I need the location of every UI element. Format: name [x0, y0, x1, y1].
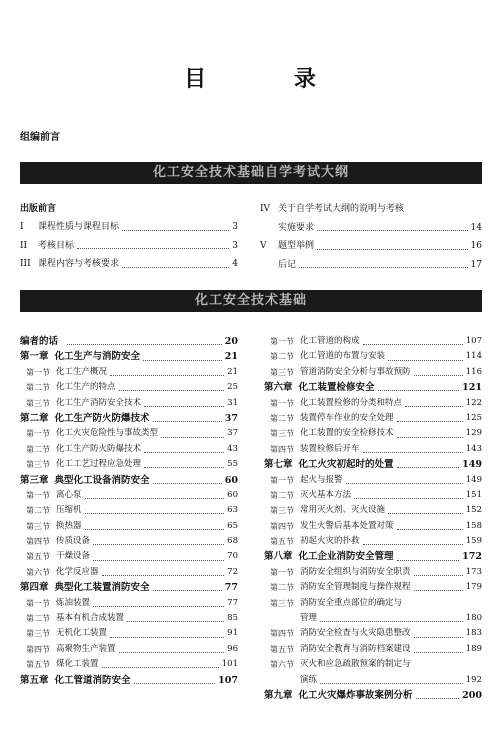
- dot-leader: [346, 483, 463, 484]
- entry-title: 化学反应器: [56, 566, 99, 577]
- dot-leader: [102, 575, 225, 576]
- entry-number: 第二节: [26, 444, 50, 454]
- page-number: 65: [227, 520, 238, 531]
- page-number: 72: [227, 566, 238, 577]
- dot-leader: [161, 437, 224, 438]
- section-entry[interactable]: [20, 396, 238, 411]
- toc-entry[interactable]: [20, 218, 238, 237]
- dot-leader: [110, 637, 224, 638]
- entry-number: 第三章: [20, 474, 49, 486]
- entry-number: 第一节: [270, 337, 294, 346]
- section-entry[interactable]: [264, 334, 482, 349]
- page-number: 21: [227, 366, 238, 377]
- entry-number: 第三节: [270, 429, 294, 439]
- dot-leader: [102, 667, 219, 668]
- dot-leader: [416, 698, 460, 699]
- entry-title: 课程性质与课程目标: [38, 222, 120, 232]
- page-number: 14: [470, 222, 482, 233]
- section-entry[interactable]: [264, 580, 482, 595]
- entry-title: 换热器: [56, 520, 82, 531]
- chapter-entry[interactable]: [20, 411, 238, 426]
- entry-number: 第二章: [20, 412, 49, 424]
- entry-title: 管理: [300, 613, 318, 624]
- dot-leader: [388, 360, 463, 361]
- entry-number: 第四节: [270, 521, 294, 531]
- page-number: 122: [465, 397, 482, 408]
- dot-leader: [153, 421, 222, 422]
- entry-number: 第四节: [26, 644, 50, 654]
- entry-number: 第五节: [26, 552, 50, 562]
- entry-number: 第三节: [26, 521, 50, 531]
- section-entry[interactable]: [20, 503, 238, 518]
- entry-number: 第三节: [270, 598, 294, 608]
- page-number: 60: [224, 474, 238, 486]
- entry-number: 第四节: [26, 537, 50, 547]
- entry-number: 第一节: [270, 567, 294, 577]
- section-entry[interactable]: [20, 380, 238, 395]
- page-number: 121: [462, 382, 482, 394]
- chapter-entry[interactable]: [20, 334, 238, 349]
- chapter-entry[interactable]: [264, 688, 482, 703]
- entry-number: 第六节: [26, 567, 50, 577]
- dot-leader: [414, 637, 463, 638]
- entry-title: 干燥设备: [56, 551, 91, 562]
- page-number: 101: [221, 659, 238, 670]
- dot-leader: [414, 590, 463, 591]
- entry-number: 第二节: [26, 506, 50, 516]
- page-number: 107: [465, 336, 482, 346]
- page-number: 20: [224, 336, 238, 347]
- entry-number: 第六章: [264, 382, 293, 394]
- section-entry[interactable]: [264, 473, 482, 488]
- entry-title: 管道消防安全分析与事故预防: [300, 366, 411, 377]
- section-entry[interactable]: [20, 642, 238, 657]
- entry-title: 高聚物生产装置: [56, 643, 116, 654]
- entry-title: 消防安全重点部位的确定与: [300, 597, 403, 608]
- entry-title: 化工装置检修的分类和特点: [300, 397, 403, 408]
- page-number: 3: [232, 240, 238, 251]
- page-number: 31: [227, 397, 238, 408]
- entry-title: 题型举例: [278, 241, 315, 251]
- dot-leader: [93, 606, 224, 607]
- dot-leader: [77, 248, 229, 249]
- section-entry[interactable]: [264, 503, 482, 518]
- dot-leader: [354, 498, 463, 499]
- entry-title: 化工生产与消防安全: [54, 351, 141, 363]
- dot-leader: [93, 560, 224, 561]
- toc-entry[interactable]: [260, 200, 482, 219]
- chapter-entry[interactable]: [264, 380, 482, 395]
- entry-number: 第一节: [26, 429, 50, 439]
- chapter-entry[interactable]: [20, 349, 238, 364]
- entry-title: 基本有机合成装置: [56, 613, 125, 624]
- dot-leader: [378, 390, 460, 391]
- toc-left-column: [20, 334, 238, 688]
- page-number: 158: [465, 520, 482, 531]
- entry-number: 第一节: [26, 490, 50, 500]
- entry-title: 消防安全管理制度与操作规程: [300, 582, 411, 593]
- dot-leader: [397, 529, 463, 530]
- entry-number: 第一节: [270, 398, 294, 408]
- entry-title: 典型化工装置消防安全: [54, 582, 150, 594]
- dot-leader: [397, 467, 460, 468]
- page-number: 192: [465, 674, 482, 685]
- entry-title: 离心泵: [56, 489, 82, 500]
- dot-leader: [414, 575, 463, 576]
- entry-title: 消防安全检查与火灾隐患整改: [300, 628, 411, 639]
- dot-leader: [414, 375, 463, 376]
- entry-title: 消防安全教育与消防档案建设: [300, 643, 411, 654]
- entry-title: 初起火灾的扑救: [300, 536, 360, 547]
- entry-number: 第三节: [26, 398, 50, 408]
- chapter-entry[interactable]: [264, 457, 482, 472]
- dot-leader: [119, 390, 225, 391]
- page-number: 173: [465, 566, 482, 577]
- dot-leader: [122, 267, 229, 268]
- entry-number: 第二节: [270, 352, 294, 362]
- entry-number: 第四节: [270, 444, 294, 454]
- entry-title: 演练: [300, 674, 318, 685]
- page-number: 114: [465, 351, 482, 362]
- page-number: 151: [465, 489, 482, 500]
- page-number: 107: [218, 674, 238, 686]
- entry-title: 发生火警后基本处置对策: [300, 520, 394, 531]
- entry-number: III: [20, 259, 31, 269]
- entry-title: 灭火和应急疏散预案的制定与: [300, 659, 411, 670]
- entry-title: 化工企业消防安全管理: [298, 551, 394, 563]
- page-number: 43: [227, 443, 238, 454]
- dot-leader: [85, 498, 225, 499]
- entry-title: 消防安全组织与消防安全职责: [300, 566, 411, 577]
- entry-title: 灭火基本方法: [300, 489, 352, 500]
- entry-number: 第三节: [270, 367, 294, 377]
- entry-number: 编者的话: [20, 336, 59, 347]
- entry-title: 关于自学考试大纲的说明与考核: [278, 204, 405, 214]
- entry-number: 第一节: [26, 598, 50, 608]
- entry-number: II: [20, 240, 28, 251]
- entry-number: 第二节: [270, 490, 294, 500]
- dot-leader: [127, 621, 224, 622]
- textbook-banner: 化工安全技术基础: [20, 290, 482, 312]
- section-entry[interactable]: [20, 596, 238, 611]
- entry-title: 化工生产的特点: [56, 382, 116, 393]
- section-entry[interactable]: [20, 534, 238, 549]
- page-number: 159: [465, 536, 482, 547]
- page-title: 目 录: [184, 66, 356, 92]
- page-number: 68: [227, 536, 238, 547]
- page-number: 172: [462, 551, 482, 563]
- entry-number: 第五节: [270, 537, 294, 547]
- entry-number: 第六节: [270, 660, 294, 670]
- page-number: 152: [465, 505, 482, 516]
- dot-leader: [143, 360, 222, 361]
- entry-number: V: [260, 241, 267, 251]
- entry-title: 传质设备: [56, 536, 91, 547]
- section-entry[interactable]: [264, 365, 482, 380]
- dot-leader: [317, 230, 468, 231]
- dot-leader: [153, 483, 222, 484]
- entry-title: 典型化工设备消防安全: [54, 474, 150, 486]
- entry-title: 实施要求: [278, 222, 315, 233]
- page-number: 16: [470, 241, 482, 251]
- dot-leader: [122, 230, 229, 231]
- section-entry[interactable]: [264, 349, 482, 364]
- dot-leader: [414, 652, 463, 653]
- page-number: 183: [465, 628, 482, 639]
- section-entry[interactable]: [20, 488, 238, 503]
- dot-leader: [93, 544, 224, 545]
- entry-title: 无机化工装置: [56, 628, 108, 639]
- page-number: 25: [227, 382, 238, 393]
- entry-title: 化工管道的布置与安装: [300, 351, 386, 362]
- page-number: 200: [462, 689, 482, 701]
- dot-leader: [397, 421, 463, 422]
- section-entry[interactable]: [264, 642, 482, 657]
- page-number: 37: [227, 428, 238, 439]
- entry-title: 课程内容与考核要求: [38, 259, 120, 269]
- entry-title: 化工火灾爆炸事故案例分析: [298, 689, 413, 701]
- page-number: 4: [232, 259, 238, 269]
- section-entry[interactable]: [264, 534, 482, 549]
- page-number: 77: [224, 582, 238, 594]
- entry-title: 化工管道的构成: [300, 336, 360, 346]
- page-number: 60: [227, 489, 238, 500]
- entry-number: 第二节: [270, 413, 294, 423]
- entry-title: 常用灭火剂、灭火设施: [300, 505, 386, 516]
- entry-title: 化工管道消防安全: [54, 674, 131, 686]
- section-entry[interactable]: [264, 488, 482, 503]
- section-entry[interactable]: [264, 411, 482, 426]
- page-number: 116: [465, 366, 482, 377]
- section-entry[interactable]: [264, 596, 482, 611]
- dot-leader: [134, 683, 216, 684]
- page-number: 125: [465, 412, 482, 423]
- page-number: 180: [465, 613, 482, 624]
- section-entry[interactable]: [264, 396, 482, 411]
- compile-preface-heading: 组编前言: [20, 132, 60, 143]
- dot-leader: [388, 513, 463, 514]
- entry-title: 压缩机: [56, 505, 82, 516]
- chapter-entry[interactable]: [20, 673, 238, 688]
- syllabus-banner: 化工安全技术基础自学考试大纲: [20, 162, 482, 184]
- dot-leader: [299, 267, 468, 268]
- dot-leader: [405, 406, 463, 407]
- entry-title: 化工生产消防安全技术: [56, 397, 142, 408]
- entry-title: 化工装置的安全检修技术: [300, 428, 394, 439]
- section-entry[interactable]: [264, 673, 482, 688]
- section-entry[interactable]: [20, 442, 238, 457]
- toc-entry[interactable]: [20, 255, 238, 274]
- page-number: 37: [224, 412, 238, 424]
- section-entry[interactable]: [20, 365, 238, 380]
- entry-number: 第三节: [26, 460, 50, 470]
- page-number: 91: [227, 628, 238, 639]
- entry-number: 第三节: [270, 506, 294, 516]
- page-number: 21: [224, 351, 238, 363]
- section-entry[interactable]: [264, 565, 482, 580]
- section-entry[interactable]: [20, 457, 238, 472]
- section-entry[interactable]: [20, 657, 238, 672]
- page-number: 85: [227, 613, 238, 624]
- page-number: 17: [470, 259, 482, 270]
- entry-title: 化工火灾初起时的处置: [298, 459, 394, 471]
- entry-number: 第一节: [26, 367, 50, 377]
- entry-number: 第二节: [26, 383, 50, 393]
- page-number: 55: [227, 459, 238, 470]
- entry-title: 化工工艺过程应急处理: [56, 459, 142, 470]
- dot-leader: [85, 529, 225, 530]
- entry-number: 第七章: [264, 459, 293, 471]
- entry-number: 第五节: [26, 660, 50, 670]
- dot-leader: [144, 406, 224, 407]
- entry-number: 第八章: [264, 551, 293, 563]
- page-number: 63: [227, 505, 238, 516]
- dot-leader: [144, 452, 224, 453]
- entry-title: 后记: [278, 259, 297, 270]
- page-number: 143: [465, 443, 482, 454]
- dot-leader: [320, 683, 463, 684]
- syllabus-right-column: [260, 200, 482, 274]
- section-entry[interactable]: [264, 657, 482, 672]
- dot-leader: [110, 375, 224, 376]
- page-number: 3: [232, 222, 238, 232]
- page-number: 149: [462, 459, 482, 471]
- section-entry[interactable]: [264, 626, 482, 641]
- page-number: 70: [227, 551, 238, 562]
- section-entry[interactable]: [264, 519, 482, 534]
- dot-leader: [85, 513, 225, 514]
- toc-entry[interactable]: [260, 237, 482, 256]
- chapter-entry[interactable]: [20, 580, 238, 595]
- entry-title: 化工生产防火防爆技术: [54, 412, 150, 424]
- dot-leader: [397, 560, 460, 561]
- section-entry[interactable]: [20, 426, 238, 441]
- entry-title: 化工生产防火防爆技术: [56, 443, 142, 454]
- entry-number: 第一节: [270, 475, 294, 485]
- dot-leader: [397, 437, 463, 438]
- entry-title: 化工生产概况: [56, 366, 108, 377]
- section-entry[interactable]: [20, 611, 238, 626]
- entry-title: 装置停车作业的安全处理: [300, 412, 394, 423]
- entry-number: IV: [260, 204, 271, 214]
- dot-leader: [320, 621, 463, 622]
- entry-title: 起火与报警: [300, 474, 343, 485]
- section-entry[interactable]: [264, 611, 482, 626]
- section-entry[interactable]: [20, 549, 238, 564]
- section-entry[interactable]: [20, 565, 238, 580]
- entry-number: 第一章: [20, 351, 49, 363]
- dot-leader: [317, 249, 468, 250]
- dot-leader: [67, 344, 222, 345]
- entry-number: 第三节: [26, 629, 50, 639]
- section-entry[interactable]: [20, 626, 238, 641]
- toc-entry[interactable]: [260, 219, 482, 238]
- section-entry[interactable]: [264, 442, 482, 457]
- entry-title: 装置检修后开车: [300, 443, 360, 454]
- entry-title: 化工火灾危险性与事故类型: [56, 428, 159, 439]
- entry-number: I: [20, 222, 24, 232]
- entry-number: 第四节: [270, 629, 294, 639]
- dot-leader: [144, 467, 224, 468]
- page-number: 129: [465, 428, 482, 439]
- entry-title: 化工装置检修安全: [298, 382, 375, 394]
- toc-right-column: [264, 334, 482, 703]
- page-number: 96: [227, 643, 238, 654]
- dot-leader: [153, 590, 222, 591]
- dot-leader: [119, 652, 225, 653]
- syllabus-left-column: [20, 200, 238, 274]
- entry-title: 考核目标: [38, 240, 75, 251]
- toc-entry[interactable]: [20, 237, 238, 256]
- page-number: 179: [465, 582, 482, 593]
- entry-number: 第五节: [270, 644, 294, 654]
- page-number: 189: [465, 643, 482, 654]
- page-number: 149: [465, 474, 482, 485]
- section-entry[interactable]: [264, 426, 482, 441]
- section-entry[interactable]: [20, 519, 238, 534]
- dot-leader: [363, 544, 463, 545]
- chapter-entry[interactable]: [264, 549, 482, 564]
- entry-number: 第四章: [20, 582, 49, 594]
- chapter-entry[interactable]: [20, 473, 238, 488]
- entry-number: 第五章: [20, 674, 49, 686]
- entry-number: 第二节: [270, 583, 294, 593]
- entry-number: 第九章: [264, 689, 293, 701]
- publication-preface[interactable]: 出版前言: [20, 204, 57, 214]
- entry-title: 煤化工装置: [56, 659, 99, 670]
- dot-leader: [363, 344, 463, 345]
- dot-leader: [363, 452, 463, 453]
- page-number: 77: [227, 597, 238, 608]
- toc-entry[interactable]: [260, 256, 482, 275]
- entry-title: 炼油装置: [56, 597, 91, 608]
- entry-number: 第二节: [26, 614, 50, 624]
